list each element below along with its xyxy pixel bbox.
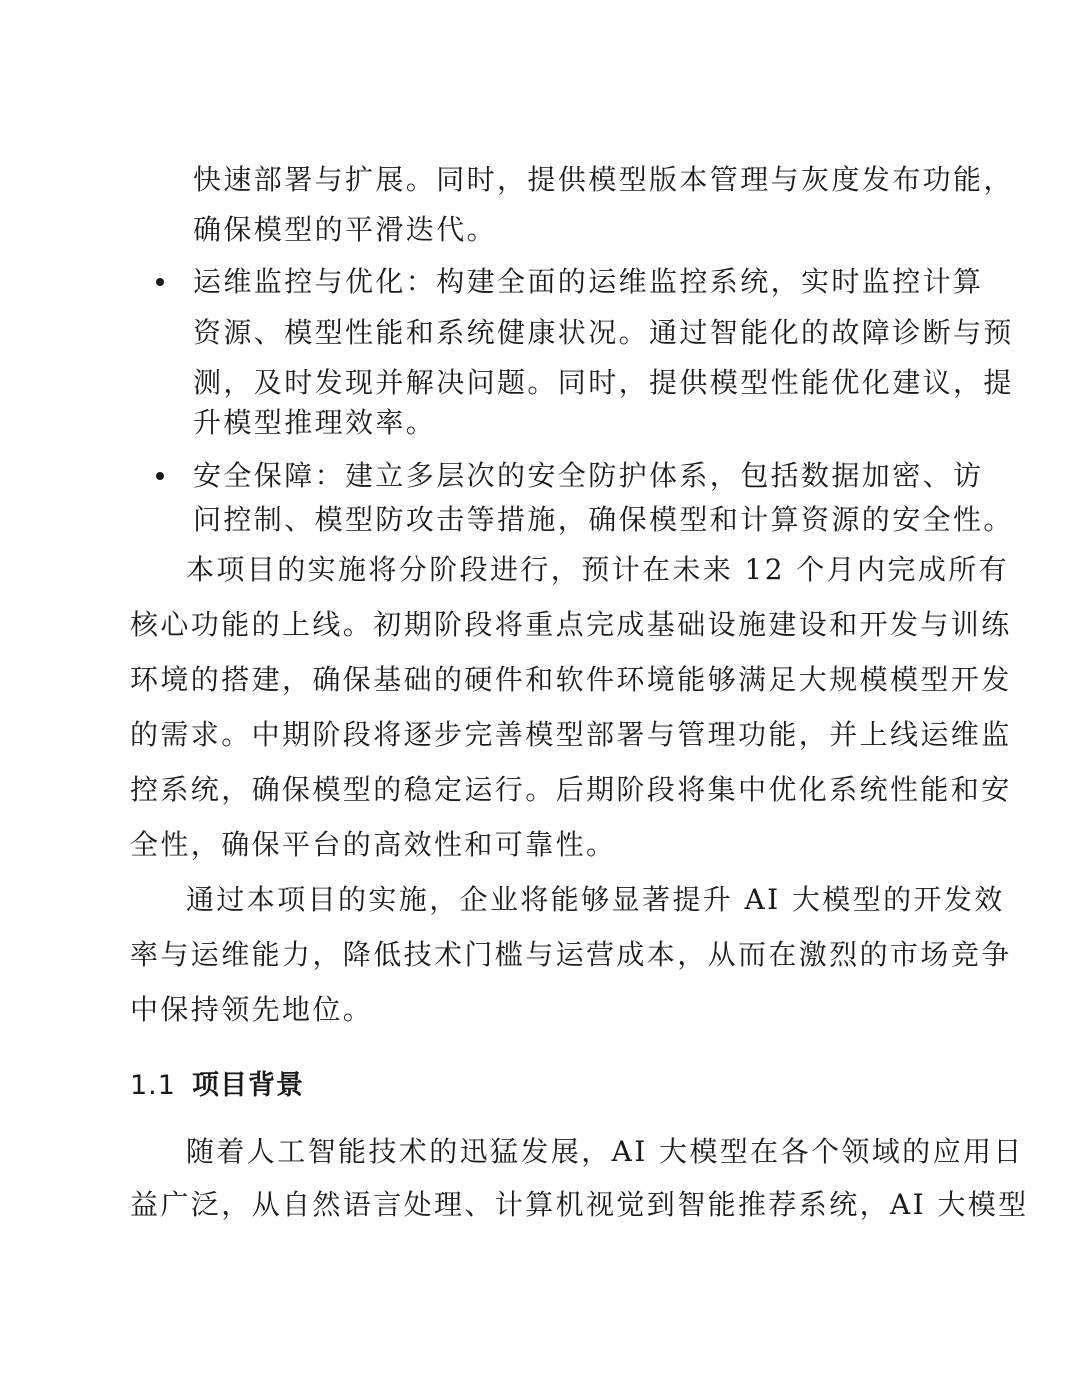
bullet-continued-line: 快速部署与扩展。同时，提供模型版本管理与灰度发布功能，: [193, 163, 1014, 196]
section-number: 1.1: [130, 1070, 176, 1101]
bullet-line: 资源、模型性能和系统健康状况。通过智能化的故障诊断与预: [193, 316, 1014, 349]
section-title: 项目背景: [191, 1070, 304, 1101]
paragraph-line: 中保持领先地位。: [130, 993, 374, 1026]
paragraph-line: 益广泛，从自然语言处理、计算机视觉到智能推荐系统，AI 大模型: [130, 1188, 1029, 1221]
bullet-line: 安全保障：建立多层次的安全防护体系，包括数据加密、访: [193, 459, 984, 492]
paragraph-line: 本项目的实施将分阶段进行，预计在未来 12 个月内完成所有: [186, 553, 1010, 586]
bullet-line: 升模型推理效率。: [193, 406, 437, 439]
bullet-continued-line: 确保模型的平滑迭代。: [193, 213, 498, 246]
section-heading: [130, 1066, 304, 1106]
bullet-dot-icon: [156, 472, 164, 480]
bullet-line: 问控制、模型防攻击等措施，确保模型和计算资源的安全性。: [193, 503, 1014, 536]
bullet-line: 运维监控与优化：构建全面的运维监控系统，实时监控计算: [193, 265, 984, 298]
paragraph-line: 全性，确保平台的高效性和可靠性。: [130, 828, 617, 861]
paragraph-line: 控系统，确保模型的稳定运行。后期阶段将集中优化系统性能和安: [130, 773, 1012, 806]
paragraph-line: 随着人工智能技术的迅猛发展，AI 大模型在各个领域的应用日: [186, 1135, 1024, 1168]
paragraph-line: 率与运维能力，降低技术门槛与运营成本，从而在激烈的市场竞争: [130, 938, 1012, 971]
paragraph-line: 核心功能的上线。初期阶段将重点完成基础设施建设和开发与训练: [130, 608, 1012, 641]
paragraph-line: 的需求。中期阶段将逐步完善模型部署与管理功能，并上线运维监: [130, 718, 1012, 751]
bullet-dot-icon: [156, 278, 164, 286]
bullet-line: 测，及时发现并解决问题。同时，提供模型性能优化建议，提: [193, 366, 1014, 399]
paragraph-line: 环境的搭建，确保基础的硬件和软件环境能够满足大规模模型开发: [130, 663, 1012, 696]
paragraph-line: 通过本项目的实施，企业将能够显著提升 AI 大模型的开发效: [186, 883, 1005, 916]
